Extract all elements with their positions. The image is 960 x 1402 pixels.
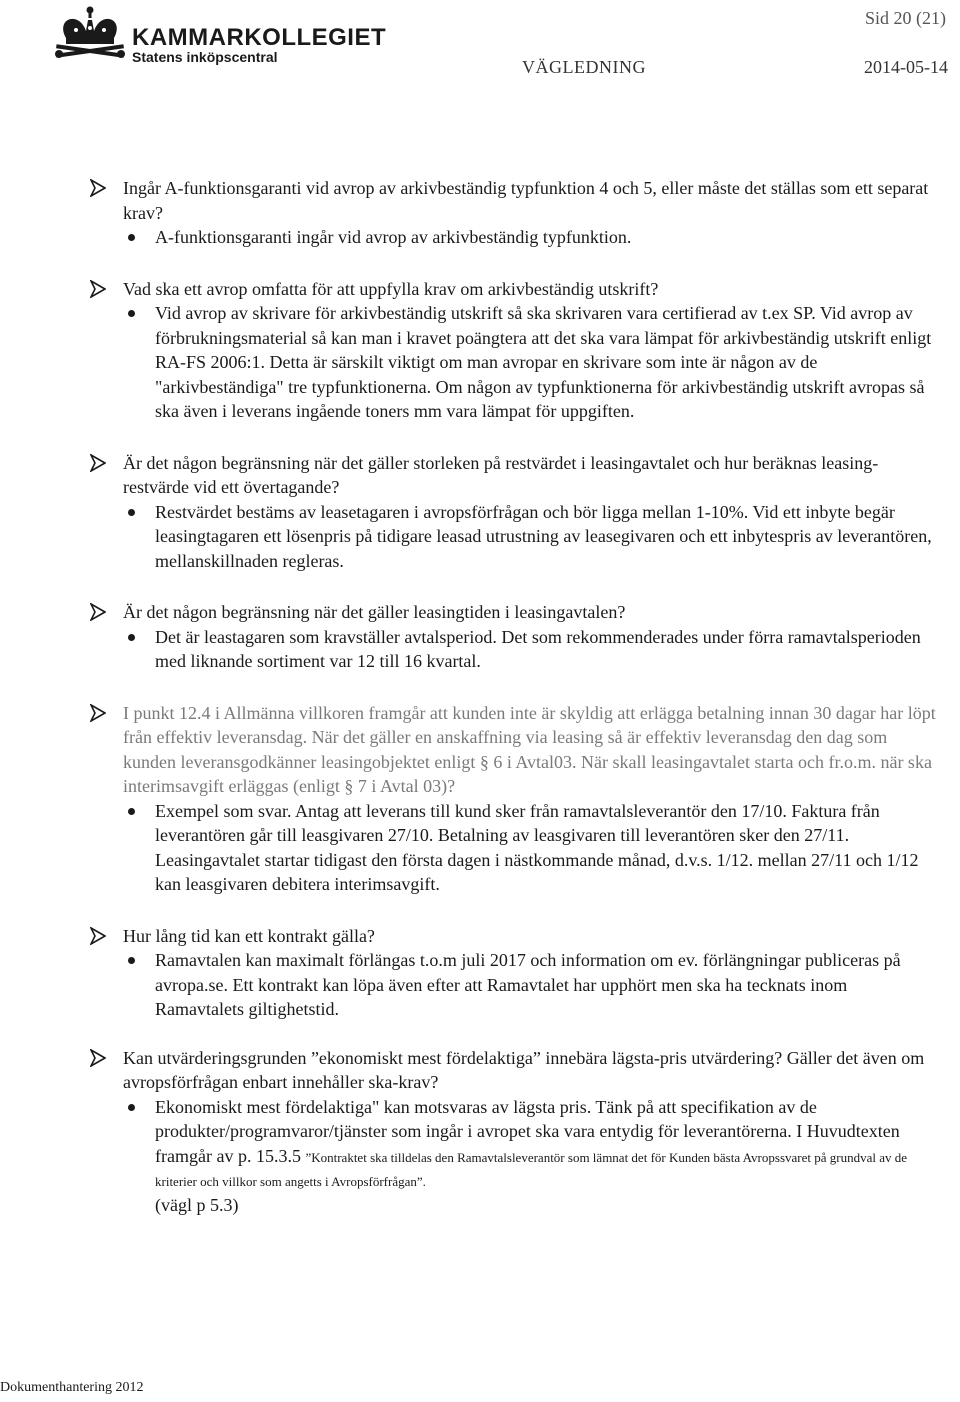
arrow-bullet-icon (90, 603, 106, 621)
answer-item (90, 500, 940, 574)
bullet-icon (128, 234, 135, 241)
document-body (90, 176, 940, 1217)
question-item (90, 924, 940, 949)
question-item (90, 1046, 940, 1095)
answer-text: Exempel som svar. Antag att leverans till kund sker från ramavtalsleverantör den 17/10. Faktura från leverantören går till leasgivaren 27/10. Betalning av leasgivaren till leverantören sker den 27/11. Leasingavtalet startar tidigast den första dagen i nästkommande månad, d.v.s. 1/12. mellan 27/11 och 1/12 kan leasgivaren debitera interimsavgift. (155, 800, 919, 894)
answer-reference: (vägl p 5.3) (155, 1194, 239, 1215)
arrow-bullet-icon (90, 927, 106, 945)
page-number: Sid 20 (21) (865, 8, 946, 28)
question-item (90, 600, 940, 625)
kammarkollegiet-logo (50, 4, 387, 66)
question-item (90, 451, 940, 500)
question-text: Vad ska ett avrop omfatta för att uppfylla krav om arkivbeständig utskrift? (123, 278, 659, 299)
arrow-bullet-icon (90, 454, 106, 472)
answer-quote: ”Kontraktet ska tilldelas den Ramavtalsleverantör som lämnat det för Kunden bästa Avropssvaret på grundval av de kriterier och villkor som angetts i Avropsförfrågan”. (155, 1149, 908, 1189)
bullet-icon (128, 509, 135, 516)
bullet-icon (128, 634, 135, 641)
bullet-icon (128, 957, 135, 964)
arrow-bullet-icon (90, 179, 106, 197)
question-text: Ingår A-funktionsgaranti vid avrop av arkivbeständig typfunktion 4 och 5, eller måste det ställas som ett separat krav? (123, 178, 929, 223)
answer-item (90, 625, 940, 674)
question-item (90, 701, 940, 799)
answer-item (90, 225, 940, 250)
answer-text: Restvärdet bestäms av leasetagaren i avropsförfrågan och bör ligga mellan 1-10%. Vid ett inbyte begär leasingtagaren ett lösenpris på tidigare leasad utrustning av leasegivaren och ett inbytespris av leverantören, mellanskillnaden regleras. (155, 501, 932, 571)
answer-item (90, 301, 940, 424)
question-text: I punkt 12.4 i Allmänna villkoren framgår att kunden inte är skyldig att erlägga betalning innan 30 dagar har löpt från effektiv leveransdag. När det gäller en anskaffning via leasing så är effektiv leveransdag den dag som kunden leveransgodkänner leasingobjektet enligt § 6 i Avtal03. När skall leasingavtalet starta och fr.o.m. när ska interimsavgift erläggas (enligt § 7 i Avtal 03)? (123, 702, 936, 796)
question-text: Hur lång tid kan ett kontrakt gälla? (123, 925, 375, 946)
answer-text: Ekonomiskt mest fördelaktiga" kan motsvaras av lägsta pris. Tänk på att specifikation av de produkter/programvaror/tjänster som ingår i avropet ska vara entydig för leverantörerna. I Huvudtexten framgår av p. 15.3.5 (155, 1096, 900, 1166)
arrow-bullet-icon (90, 1049, 106, 1067)
question-text: Är det någon begränsning när det gäller storleken på restvärdet i leasingavtalet och hur beräknas leasing-restvärde vid ett övertagande? (123, 452, 879, 497)
question-text: Kan utvärderingsgrunden ”ekonomiskt mest fördelaktiga” innebära lägsta-pris utvärdering? Gäller det även om avropsförfrågan enbart innehåller ska-krav? (123, 1047, 925, 1092)
answer-text: Vid avrop av skrivare för arkivbeständig utskrift så ska skrivaren vara certifierad av t.ex SP. Vid avrop av förbrukningsmaterial så kan man i kravet poängtera att det ska vara lämpat för arkivbeständig utskrift enligt RA-FS 2006:1. Detta är särskilt viktigt om man avropar en skrivare som inte är någon av de "arkivbeständiga" tre typfunktionerna. Om någon av typfunktionerna för arkivbeständig utskrift avropas så ska även i leverans ingående toners mm vara lämpat för uppgiften. (155, 303, 932, 421)
question-item (90, 277, 940, 302)
arrow-bullet-icon (90, 280, 106, 298)
answer-text: A-funktionsgaranti ingår vid avrop av arkivbeständig typfunktion. (155, 227, 632, 247)
question-item (90, 176, 940, 225)
document-date: 2014-05-14 (864, 57, 948, 77)
answer-item (90, 1095, 940, 1218)
answer-item (90, 948, 940, 1022)
document-type: VÄGLEDNING (522, 57, 646, 77)
org-name: KAMMARKOLLEGIET (132, 24, 387, 51)
bullet-icon (128, 310, 135, 317)
question-text: Är det någon begränsning när det gäller leasingtiden i leasingavtalen? (123, 602, 626, 622)
arrow-bullet-icon (90, 704, 106, 722)
page-header (0, 0, 960, 95)
bullet-icon (128, 1104, 135, 1111)
bullet-icon (128, 808, 135, 815)
page-footer: Dokumenthantering 2012 (0, 1380, 144, 1395)
answer-item (90, 799, 940, 897)
answer-text: Ramavtalen kan maximalt förlängas t.o.m juli 2017 och information om ev. förlängningar publiceras på avropa.se. Ett kontrakt kan löpa även efter att Ramavtalet har upphört men ska ha tecknats inom Ramavtalets giltighetstid. (155, 950, 901, 1019)
org-subtitle: Statens inköpscentral (132, 49, 278, 65)
crown-icon (50, 4, 130, 64)
answer-text: Det är leastagaren som kravställer avtalsperiod. Det som rekommenderades under förra ramavtalsperioden med liknande sortiment var 12 till 16 kvartal. (155, 626, 921, 671)
